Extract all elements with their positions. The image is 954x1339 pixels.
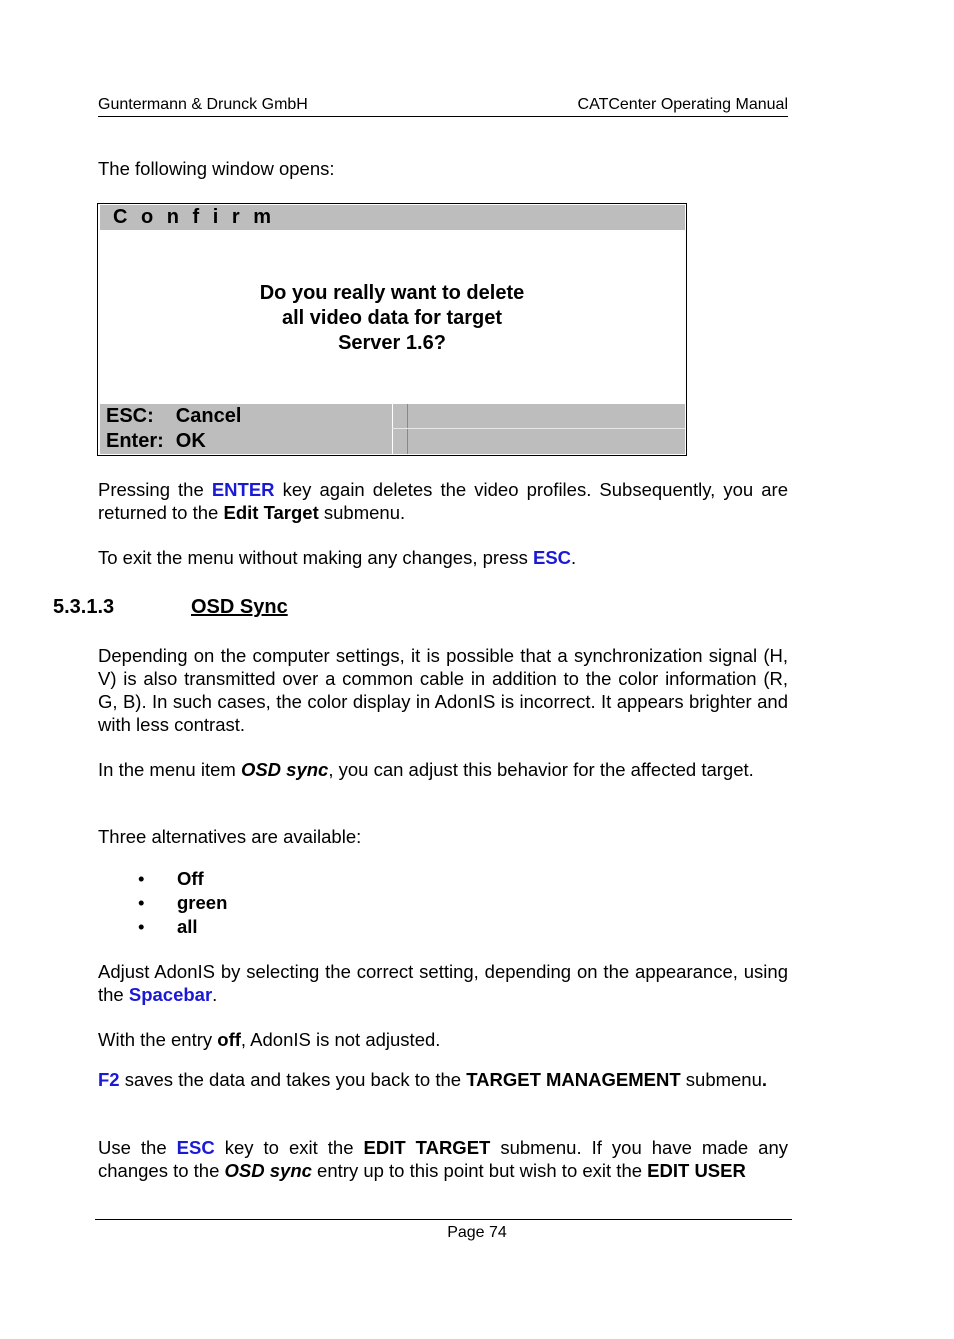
section-number: 5.3.1.3 [53, 596, 115, 618]
text: entry up to this point but wish to exit the [311, 1160, 648, 1181]
section-title: OSD Sync [191, 596, 288, 618]
enter-key: ENTER [211, 479, 275, 500]
confirm-dialog [97, 203, 687, 456]
page-number: Page 74 [447, 1224, 507, 1241]
paragraph-esc [98, 546, 788, 569]
text: Use the [98, 1137, 177, 1158]
dialog-title: C o n f i r m [100, 205, 685, 230]
edit-target-label: EDIT TARGET [363, 1137, 491, 1158]
text: Adjust AdonIS by selecting the correct setting, depending on the appearance, using the [98, 961, 788, 1005]
paragraph-alternatives: Three alternatives are available: [98, 826, 362, 847]
dialog-message-line: Do you really want to delete [259, 282, 525, 304]
option-all: all [177, 916, 198, 937]
target-management-label: TARGET MANAGEMENT [466, 1069, 681, 1090]
paragraph-sync-signal: Depending on the computer settings, it is possible that a synchronization signal (H, V) is also transmitted over a common cable in addition to the color information (R, G, B). In such cases, the color display in AdonIS is incorrect. It appears brighter and with less contrast. [98, 645, 788, 735]
text: submenu. If you have made any changes to the [98, 1137, 788, 1181]
paragraph-off-entry [98, 1028, 788, 1051]
ok-label: OK [175, 430, 206, 452]
text: . [571, 547, 577, 568]
esc-key: ESC [533, 547, 572, 568]
paragraph-enter [98, 478, 788, 524]
enter-key-label: Enter: [106, 430, 164, 452]
text: saves the data and takes you back to the [119, 1069, 467, 1090]
dialog-message [98, 281, 686, 356]
bullet-icon: • [138, 916, 145, 937]
text: . [212, 984, 218, 1005]
text: In the menu item [98, 759, 241, 780]
dialog-message-line: all video data for target [281, 307, 503, 329]
osd-sync-term: OSD sync [224, 1160, 312, 1181]
dialog-message-line: Server 1.6? [338, 332, 446, 354]
header-manual-title: CATCenter Operating Manual [577, 96, 788, 113]
text: key again deletes the video profiles. Subsequently, you are returned to the [98, 479, 788, 523]
header-company: Guntermann & Drunck GmbH [98, 96, 308, 113]
paragraph-menu-item [98, 758, 788, 781]
text: , AdonIS is not adjusted. [240, 1029, 441, 1050]
text: submenu [680, 1069, 762, 1090]
footer-separator [392, 404, 408, 454]
paragraph-exit [98, 1136, 788, 1182]
footer-rule [95, 1219, 792, 1220]
dialog-footer [100, 404, 685, 454]
esc-key: ESC [176, 1137, 215, 1158]
ok-option[interactable] [106, 429, 206, 454]
edit-target-label: Edit Target [223, 502, 319, 523]
option-off: Off [177, 868, 204, 889]
esc-key-label: ESC: [106, 405, 154, 427]
text: . [761, 1069, 768, 1090]
page-header [98, 96, 788, 117]
bullet-icon: • [138, 892, 145, 913]
text: , you can adjust this behavior for the affected target. [328, 759, 754, 780]
osd-sync-term: OSD sync [240, 759, 329, 780]
off-term: off [217, 1029, 241, 1050]
f2-key: F2 [98, 1069, 120, 1090]
edit-user-label: EDIT USER [647, 1160, 746, 1181]
option-green: green [177, 892, 228, 913]
footer-divider [392, 428, 685, 429]
cancel-option[interactable] [106, 404, 241, 429]
text: Pressing the [98, 479, 212, 500]
bullet-icon: • [138, 868, 145, 889]
paragraph-f2 [98, 1068, 788, 1091]
text: With the entry [98, 1029, 218, 1050]
paragraph-adjust [98, 960, 788, 1006]
cancel-label: Cancel [175, 405, 242, 427]
spacebar-key: Spacebar [128, 984, 213, 1005]
text: key to exit the [214, 1137, 364, 1158]
text: submenu. [318, 502, 406, 523]
intro-text: The following window opens: [98, 158, 335, 179]
text: To exit the menu without making any changes, press [98, 547, 533, 568]
